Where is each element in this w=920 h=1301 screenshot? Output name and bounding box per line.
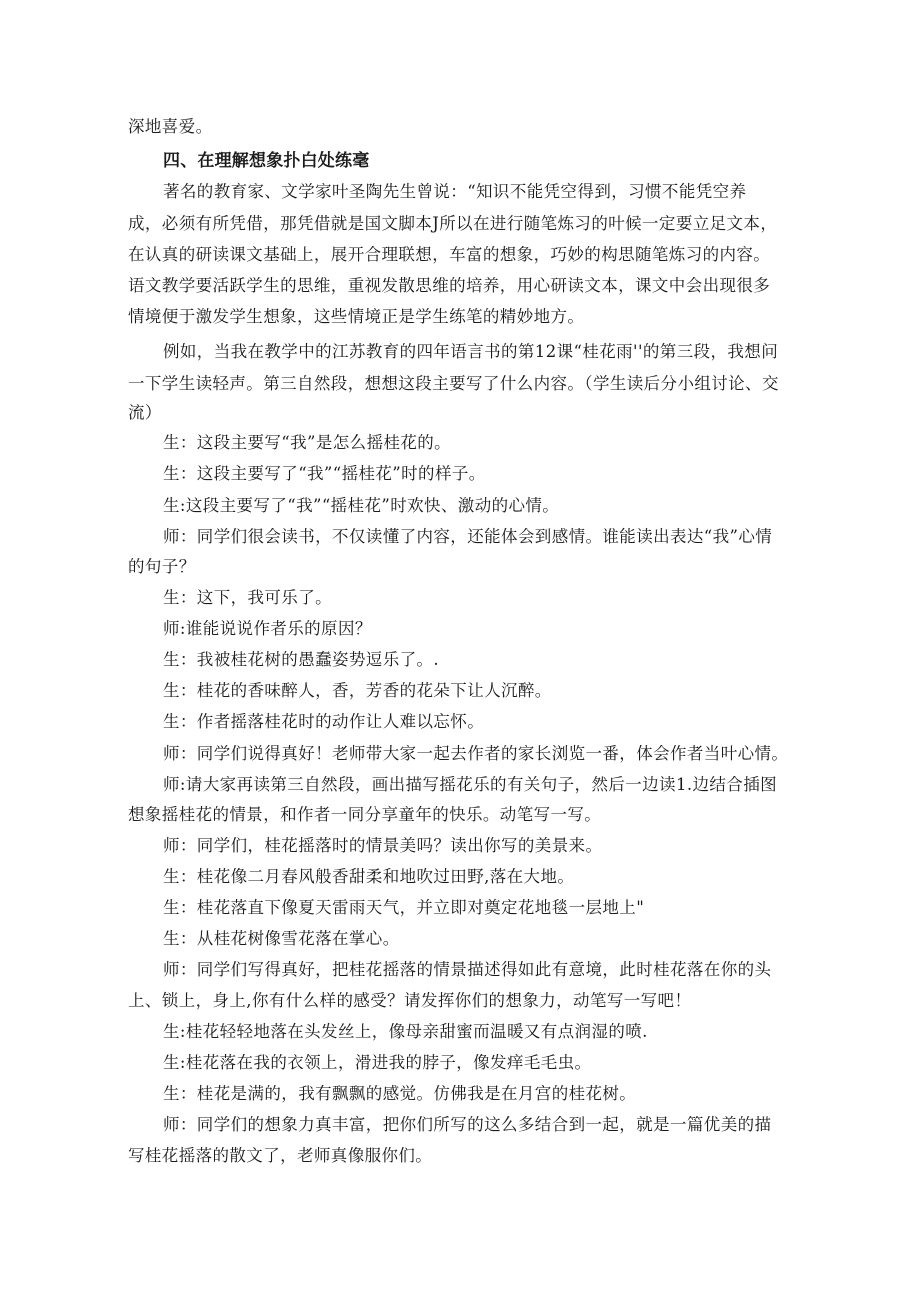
dialogue-line: 生：这段主要写了“我”“摇桂花”时的样子。 xyxy=(163,464,486,483)
dialogue-line: 写桂花摇落的散文了，老师真像服你们。 xyxy=(128,1146,433,1165)
dialogue-line: 师：同学们说得真好！老师带大家一起去作者的家长浏览一番，体会作者当叶心情。 xyxy=(163,744,789,763)
dialogue-line: 生：桂花落直下像夏天雷雨天气，并立即对奠定花地毯一层地上" xyxy=(163,898,645,917)
dialogue-line: 师：同学们很会读书，不仅读懂了内容，还能体会到感情。谁能读出表达“我”心情 xyxy=(163,527,773,546)
dialogue-line: 想象摇桂花的情景，和作者一同分享童年的快乐。动笔写一写。 xyxy=(128,805,602,824)
dialogue-line: 生：这下，我可乐了。 xyxy=(163,588,332,607)
dialogue-line: 的句子？ xyxy=(128,557,196,576)
dialogue-line: 师:谁能说说作者乐的原因？ xyxy=(163,619,372,638)
dialogue-line: 上、锁上，身上,你有什么样的感受？请发挥你们的想象力，动笔写一写吧！ xyxy=(128,991,692,1010)
paragraph-line: 在认真的研读课文基础上，展开合理联想，车富的想象，巧妙的构思随笔炼习的内容。 xyxy=(128,245,771,264)
paragraph-line: 例如，当我在教学中的江苏教育的四年语言书的第12课“桂花雨''的第三段，我想问 xyxy=(163,342,779,361)
dialogue-line: 生：桂花是满的，我有飘飘的感觉。仿佛我是在月宫的桂花树。 xyxy=(163,1084,637,1103)
dialogue-line: 生：从桂花树像雪花落在掌心。 xyxy=(163,929,400,948)
dialogue-line: 师：同学们写得真好，把桂花摇落的情景描述得如此有意境，此时桂花落在你的头 xyxy=(163,960,772,979)
dialogue-line: 师:请大家再读第三自然段，画出描写摇花乐的有关句子，然后一边读1.边结合插图 xyxy=(163,775,778,794)
section-heading: 四、在理解想象扑白处练毫 xyxy=(163,151,370,171)
paragraph-line: 一下学生读轻声。第三自然段，想想这段主要写了什么内容。（学生读后分小组讨论、交 xyxy=(128,374,779,393)
dialogue-line: 生:桂花轻轻地落在头发丝上，像母亲甜蜜而温暖又有点润湿的喷. xyxy=(163,1022,648,1041)
paragraph-line: 情境便于激发学生想象，这些情境正是学生练笔的精妙地方。 xyxy=(128,307,585,326)
paragraph-line: 流） xyxy=(128,403,162,422)
paragraph-line: 深地喜爱。 xyxy=(128,117,213,136)
paragraph-line: 著名的教育家、文学家叶圣陶先生曾说：“知识不能凭空得到，习惯不能凭空养 xyxy=(163,182,747,201)
dialogue-line: 生：作者摇落桂花时的动作让人难以忘怀。 xyxy=(163,712,485,731)
dialogue-line: 生：我被桂花树的愚蠢姿势逗乐了。. xyxy=(163,650,440,669)
dialogue-line: 生:这段主要写了“我”“摇桂花”时欢快、激动的心情。 xyxy=(163,496,560,515)
paragraph-line: 语文教学要活跃学生的思维，重视发散思维的培养，用心研读文本，课文中会出现很多 xyxy=(128,276,771,295)
dialogue-line: 生：桂花像二月春风般香甜柔和地吹过田野,落在大地。 xyxy=(163,867,575,886)
dialogue-line: 生：桂花的香味醉人，香，芳香的花朵下让人沉醉。 xyxy=(163,681,552,700)
dialogue-line: 师：同学们的想象力真丰富，把你们所写的这么多结合到一起，就是一篇优美的描 xyxy=(163,1115,772,1134)
dialogue-line: 师：同学们，桂花摇落时的情景美吗？读出你写的美景来。 xyxy=(163,836,603,855)
paragraph-line: 成，必须有所凭借，那凭借就是国文脚本J所以在进行随笔炼习的叶候一定要立足文本， xyxy=(128,214,778,233)
dialogue-line: 生:桂花落在我的衣领上，滑进我的脖子，像发痒毛毛虫。 xyxy=(163,1053,592,1072)
dialogue-line: 生：这段主要写“我”是怎么摇桂花的。 xyxy=(163,433,452,452)
